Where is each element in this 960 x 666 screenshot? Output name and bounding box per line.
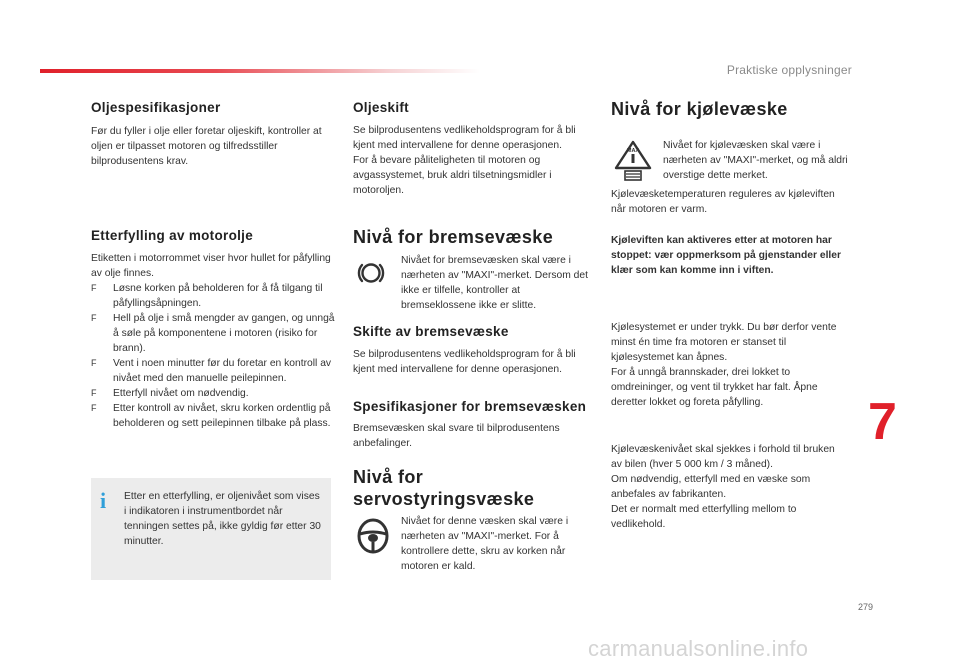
bullet-glyph: F (91, 403, 97, 413)
steering-title-line-1: Nivå for (353, 467, 424, 487)
bullet-glyph: F (91, 358, 97, 368)
brake-change-body: Se bilprodusentens vedlikeholdsprogram for å bli kjent med intervallene for denne operasjonen. (353, 349, 576, 375)
chapter-number: 7 (868, 393, 897, 451)
oil-spec-section (91, 100, 331, 169)
info-icon: i (100, 488, 107, 513)
oil-topup-section (91, 228, 336, 431)
coolant-check-2: Om nødvendig, etterfyll med en væske som anbefales av fabrikanten. (611, 474, 811, 500)
oil-spec-body: Før du fyller i olje eller foretar oljeskift, kontroller at oljen er tilpasset motoren og tilfredsstiller bilprodusentens krav. (91, 126, 322, 167)
coolant-icon-body: Nivået for kjølevæsken skal være i nærheten av "MAXI"-merket, og må aldri overstige dette merket. (663, 140, 848, 181)
oil-topup-title: Etterfylling av motorolje (91, 228, 254, 243)
coolant-fan-warning: Kjøleviften kan aktiveres etter at motoren har stoppet: vær oppmerksom på gjenstander eller klær som kan komme inn i viften. (611, 235, 842, 276)
page-number: 279 (858, 602, 874, 612)
steering-wheel-icon (355, 516, 391, 556)
brake-warning-icon (356, 258, 386, 288)
oil-change-body-2: For å bevare påliteligheten til motoren og avgassystemet, bruk aldri tilsetningsmidler i motoroljen. (353, 155, 552, 196)
oil-change-title: Oljeskift (353, 100, 409, 115)
oil-spec-title: Oljespesifikasjoner (91, 100, 221, 115)
steering-title-line-2: servostyringsvæske (353, 489, 535, 509)
coolant-warning-icon (612, 138, 654, 182)
oil-change-section (353, 100, 578, 198)
brake-spec-title: Spesifikasjoner for bremsevæsken (353, 399, 587, 414)
brake-spec-section (353, 399, 588, 451)
oil-change-body-1: Se bilprodusentens vedlikeholdsprogram for å bli kjent med intervallene for denne operasjonen. (353, 125, 576, 151)
bullet-glyph: F (91, 388, 97, 398)
list-item: F Etter kontroll av nivået, skru korken ordentlig på beholderen og sett peilepinnen tilbake på plass. (91, 403, 331, 429)
coolant-check-1: Kjølevæskenivået skal sjekkes i forhold til bruken av bilen (hver 5 000 km / 3 måned). (611, 444, 835, 470)
brake-level-title: Nivå for bremsevæske (353, 227, 554, 247)
header-accent-bar (40, 69, 480, 73)
coolant-icon-label: MAX (626, 148, 640, 154)
info-text: Etter en etterfylling, er oljenivået som vises i indikatoren i instrumentbordet når tenningen settes på, ikke gyldig før etter 30 minutter. (124, 491, 321, 547)
coolant-temp-note: Kjølevæsketemperaturen reguleres av kjøleviften når motoren er varm. (611, 189, 835, 215)
bullet-glyph: F (91, 283, 97, 293)
brake-change-section (353, 324, 578, 377)
list-item: F Hell på olje i små mengder av gangen, og unngå å søle på komponentene i motoren (risiko for brann). (91, 313, 335, 354)
section-title: Praktiske opplysninger (726, 63, 852, 77)
steering-body: Nivået for denne væsken skal være i nærheten av "MAXI"-merket. For å kontrollere dette, skru av korken når motoren er kald. (401, 516, 569, 572)
oil-topup-intro: Etiketten i motorrommet viser hvor hullet for påfylling av olje finnes. (91, 253, 331, 279)
coolant-title: Nivå for kjølevæske (611, 99, 788, 119)
watermark: carmanualsonline.info (588, 636, 809, 661)
coolant-check-section (611, 442, 836, 532)
brake-change-title: Skifte av bremsevæske (353, 324, 509, 339)
steering-section (353, 466, 593, 510)
coolant-check-3: Det er normalt med etterfylling mellom to vedlikehold. (611, 504, 797, 530)
brake-level-body: Nivået for bremsevæsken skal være i nærheten av "MAXI"-merket. Dersom det ikke er tilfelle, kontroller at bremseklossene ikke er slitte. (401, 255, 588, 311)
list-item: F Vent i noen minutter før du foretar en kontroll av nivået med den manuelle peilepinnen. (91, 358, 332, 384)
coolant-pressure-2: For å unngå brannskader, drei lokket to omdreininger, og vent til trykket har falt. Åpne deretter lokket og foreta påfylling. (611, 367, 818, 408)
oil-topup-steps (91, 281, 336, 431)
coolant-pressure-1: Kjølesystemet er under trykk. Du bør derfor vente minst én time fra motoren er stanset til kjølesystemet kan åpnes. (611, 322, 837, 363)
brake-spec-body: Bremsevæsken skal svare til bilprodusentens anbefalinger. (353, 423, 560, 449)
coolant-pressure-section (611, 320, 846, 410)
list-item: F Løsne korken på beholderen for å få tilgang til påfyllingsåpningen. (91, 283, 323, 309)
info-box (91, 478, 331, 580)
bullet-glyph: F (91, 313, 97, 323)
list-item: F Etterfyll nivået om nødvendig. (91, 388, 249, 399)
